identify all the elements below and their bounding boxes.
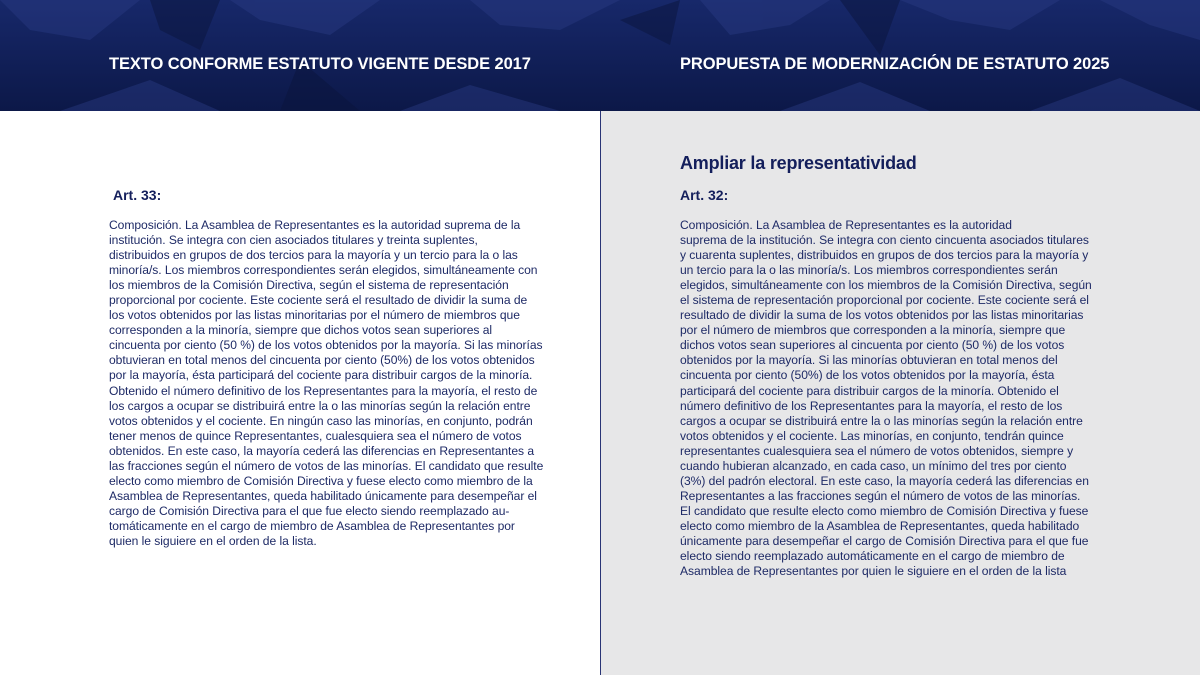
body-text-line: por el número de miembros que corresponden a la minoría, siempre que [680, 323, 1066, 338]
body-text-line: por la mayoría, ésta participará del cociente para distribuir cargos de la minoría. [109, 368, 533, 383]
body-text-line: y cuarenta suplentes, distribuidos en grupos de dos tercios para la mayoría y [680, 248, 1089, 263]
body-text-line: cargo de Comisión Directiva para el que fue electo siendo reemplazado au- [109, 503, 510, 518]
body-text-line: Composición. La Asamblea de Representantes es la autoridad [680, 218, 1012, 232]
body-text-line: proporcional por cociente. Este cociente será el resultado de dividir la suma de [109, 293, 528, 308]
body-text-line: Asamblea de Representantes por quien le siguiere en el orden de la lista [680, 564, 1067, 579]
body-text-line: corresponden a la minoría, siempre que dichos votos sean superiores al [109, 323, 493, 338]
body-text-line: electo como miembro de la Asamblea de Representantes, queda habilitado [680, 518, 1080, 533]
body-text-line: número definitivo de los Representantes para la mayoría, el resto de los [680, 398, 1063, 413]
body-text-line: Composición. La Asamblea de Representantes es la autoridad suprema de la [109, 218, 521, 232]
body-text-line: Asamblea de Representantes, queda habilitado únicamente para desempeñar el [109, 488, 537, 503]
body-text-line: los miembros de la Comisión Directiva, según el sistema de representación [109, 278, 509, 293]
body-text-line: votos obtenidos y el cociente. En ningún caso las minorías, en conjunto, podrán [109, 413, 533, 428]
body-text-line: las fracciones según el número de votos de las minorías. El candidato que resulte [109, 458, 544, 473]
right-column-title: PROPUESTA DE MODERNIZACIÓN DE ESTATUTO 2025 [680, 55, 1110, 73]
body-text-line: minoría/s. Los miembros correspondientes serán elegidos, simultáneamente con [109, 263, 538, 278]
body-text-line: únicamente para desempeñar el cargo de Comisión Directiva para el que fue [680, 533, 1089, 548]
body-text-line: obtuvieran en total menos del cincuenta por ciento (50%) de los votos obtenidos [109, 353, 535, 368]
section-heading: Ampliar la representatividad [680, 153, 917, 173]
body-text-line: tomáticamente en el cargo de miembro de Asamblea de Representantes por [109, 518, 515, 533]
body-text-line: obtenidos por la mayoría. Si las minorías obtuvieran en total menos del [680, 353, 1058, 368]
body-text-line: institución. Se integra con cien asociados titulares y treinta suplentes, [109, 233, 478, 248]
body-text-line: cuando hubieran alcanzado, en cada caso, un mínimo del tres por ciento [680, 458, 1067, 473]
body-text-line: suprema de la institución. Se integra con ciento cincuenta asociados titulares [680, 233, 1089, 248]
proposed-statute-panel [600, 111, 1200, 675]
body-text-line: cincuenta por ciento (50 %) de los votos obtenidos por la mayoría. Si las minorías [109, 338, 543, 353]
body-text-line: representantes cualesquiera sea el número de votos obtenidos, siempre y [680, 443, 1074, 458]
body-text-line: los cargos a ocupar se distribuirá entre la o las minorías según la relación entre [109, 398, 531, 413]
body-text-line: resultado de dividir la suma de los votos obtenidos por las listas minoritarias [680, 308, 1084, 323]
body-text-line: los votos obtenidos por las listas minoritarias por el número de miembros que [109, 308, 520, 323]
body-text-line: cargos a ocupar se distribuirá entre la o las minorías según la relación entre [680, 413, 1083, 428]
body-text-line: el sistema de representación proporcional por cociente. Este cociente será el [680, 293, 1089, 308]
body-text-line: votos obtenidos y el cociente. Las minorías, en conjunto, tendrán quince [680, 428, 1064, 443]
article-label: Art. 32: [680, 187, 729, 203]
header-banner [0, 0, 1200, 111]
body-text-line: electo siendo reemplazado automáticamente en el cargo de miembro de [680, 549, 1065, 564]
article-body-text [109, 218, 543, 549]
article-body-text [680, 218, 1092, 579]
body-text-line: quien le siguiere en el orden de la lista. [109, 533, 317, 548]
body-text-line: cincuenta por ciento (50%) de los votos obtenidos por la mayoría, ésta [680, 368, 1055, 383]
body-text-line: (3%) del padrón electoral. En este caso, la mayoría cederá las diferencias en [680, 473, 1089, 488]
article-label: Art. 33: [113, 187, 162, 203]
body-text-line: participará del cociente para distribuir cargos de la minoría. Obtenido el [680, 383, 1059, 398]
body-text-line: elegidos, simultáneamente con los miembros de la Comisión Directiva, según [680, 278, 1092, 293]
body-text-line: un tercio para la o las minoría/s. Los miembros correspondientes serán [680, 263, 1058, 278]
body-text-line: Representantes a las fracciones según el número de votos de las minorías. [680, 488, 1081, 503]
body-text-line: distribuidos en grupos de dos tercios para la mayoría y un tercio para la o las [109, 248, 518, 263]
body-text-line: dichos votos sean superiores al cincuenta por ciento (50 %) de los votos [680, 338, 1065, 353]
body-text-line: Obtenido el número definitivo de los Representantes para la mayoría, el resto de [109, 383, 538, 398]
body-text-line: electo como miembro de Comisión Directiva y fuese electo como miembro de la [109, 473, 533, 488]
left-column-title: TEXTO CONFORME ESTATUTO VIGENTE DESDE 2017 [109, 55, 531, 73]
body-text-line: obtenidos. En este caso, la mayoría cederá las diferencias en Representantes a [109, 443, 535, 458]
body-text-line: tener menos de quince Representantes, cualesquiera sea el número de votos [109, 428, 522, 443]
current-statute-panel [0, 111, 600, 675]
body-text-line: El candidato que resulte electo como miembro de Comisión Directiva y fuese [680, 503, 1089, 518]
